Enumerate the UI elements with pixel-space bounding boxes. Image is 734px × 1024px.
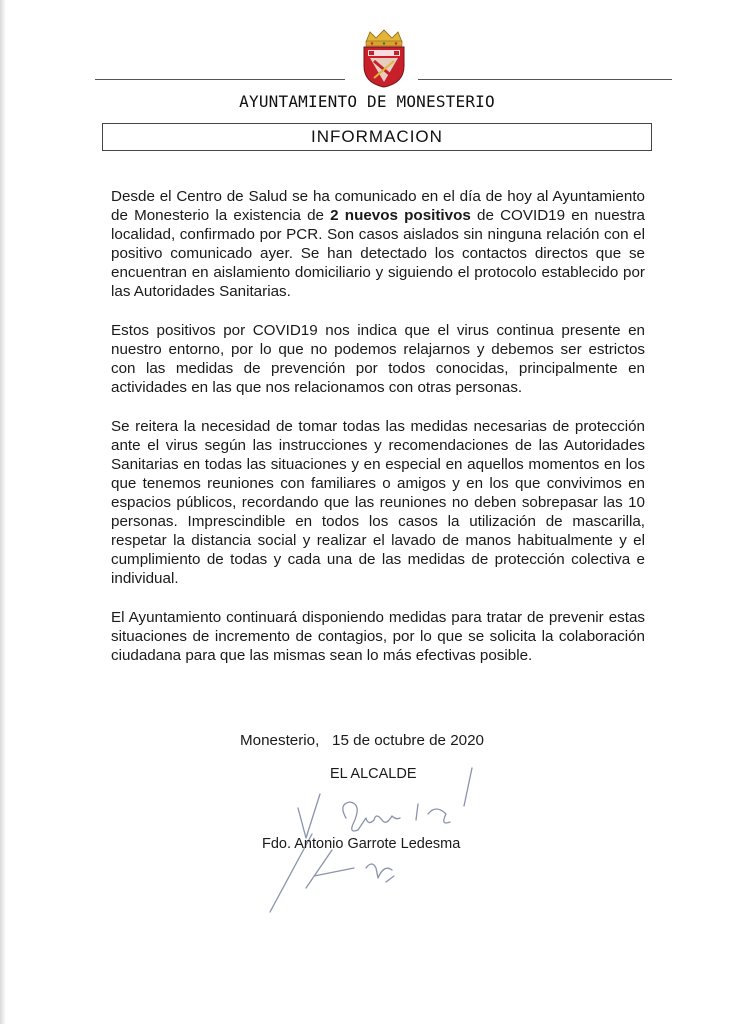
header-rule-right <box>418 79 672 80</box>
date-line: Monesterio, 15 de octubre de 2020 <box>240 732 485 749</box>
paragraph-1-start: Desde el Centro de Salud se ha comunicado en el día de hoy al Ayuntamiento de Monesterio la existencia de <box>111 188 645 224</box>
organization-name: AYUNTAMIENTO DE MONESTERIO <box>239 92 495 111</box>
paragraph-1 <box>111 187 645 301</box>
header-rule-left <box>95 79 345 80</box>
signatory-role: EL ALCALDE <box>330 766 417 782</box>
paragraph-2: Estos positivos por COVID19 nos indica que el virus continua presente en nuestro entorno, por lo que no podemos relajarnos y debemos ser estrictos con las medidas de prevención por todos conocidas, principalmente en actividades en las que nos relacionamos con otras personas. <box>111 322 645 396</box>
paragraph-1-end: de COVID19 en nuestra localidad, confirmado por PCR. Son casos aislados sin ninguna relación con el positivo comunicado ayer. Se han detectado los contactos directos que se encuentran en aislamiento domiciliario y siguiendo el protocolo establecido por las Autoridades Sanitarias. <box>111 207 645 300</box>
paragraph-1-highlight: 2 nuevos positivos <box>330 207 471 224</box>
coat-of-arms-icon <box>360 28 408 88</box>
page-edge-shadow <box>0 0 6 1024</box>
signatory-name: Fdo. Antonio Garrote Ledesma <box>262 836 461 852</box>
paragraph-4: El Ayuntamiento continuará disponiendo medidas para tratar de prevenir estas situaciones de incremento de contagios, por lo que se solicita la colaboración ciudadana para que las mismas sean lo más efectivas posible. <box>111 609 645 664</box>
paragraph-3: Se reitera la necesidad de tomar todas las medidas necesarias de protección ante el virus según las instrucciones y recomendaciones de las Autoridades Sanitarias en todas las situaciones y en especial en aquellos momentos en los que tenemos reuniones con familiares o amigos y en los que convivimos en espacios públicos, recordando que las reuniones no deben sobrepasar las 10 personas. Imprescindible en todos los casos la utilización de mascarilla, respetar la distancia social y realizar el lavado de manos habitualmente y el cumplimiento de todas y cada una de las medidas de protección colectiva e individual. <box>111 418 645 587</box>
notice-body <box>111 187 645 685</box>
section-title-box <box>102 123 652 151</box>
section-title: INFORMACION <box>311 127 443 146</box>
